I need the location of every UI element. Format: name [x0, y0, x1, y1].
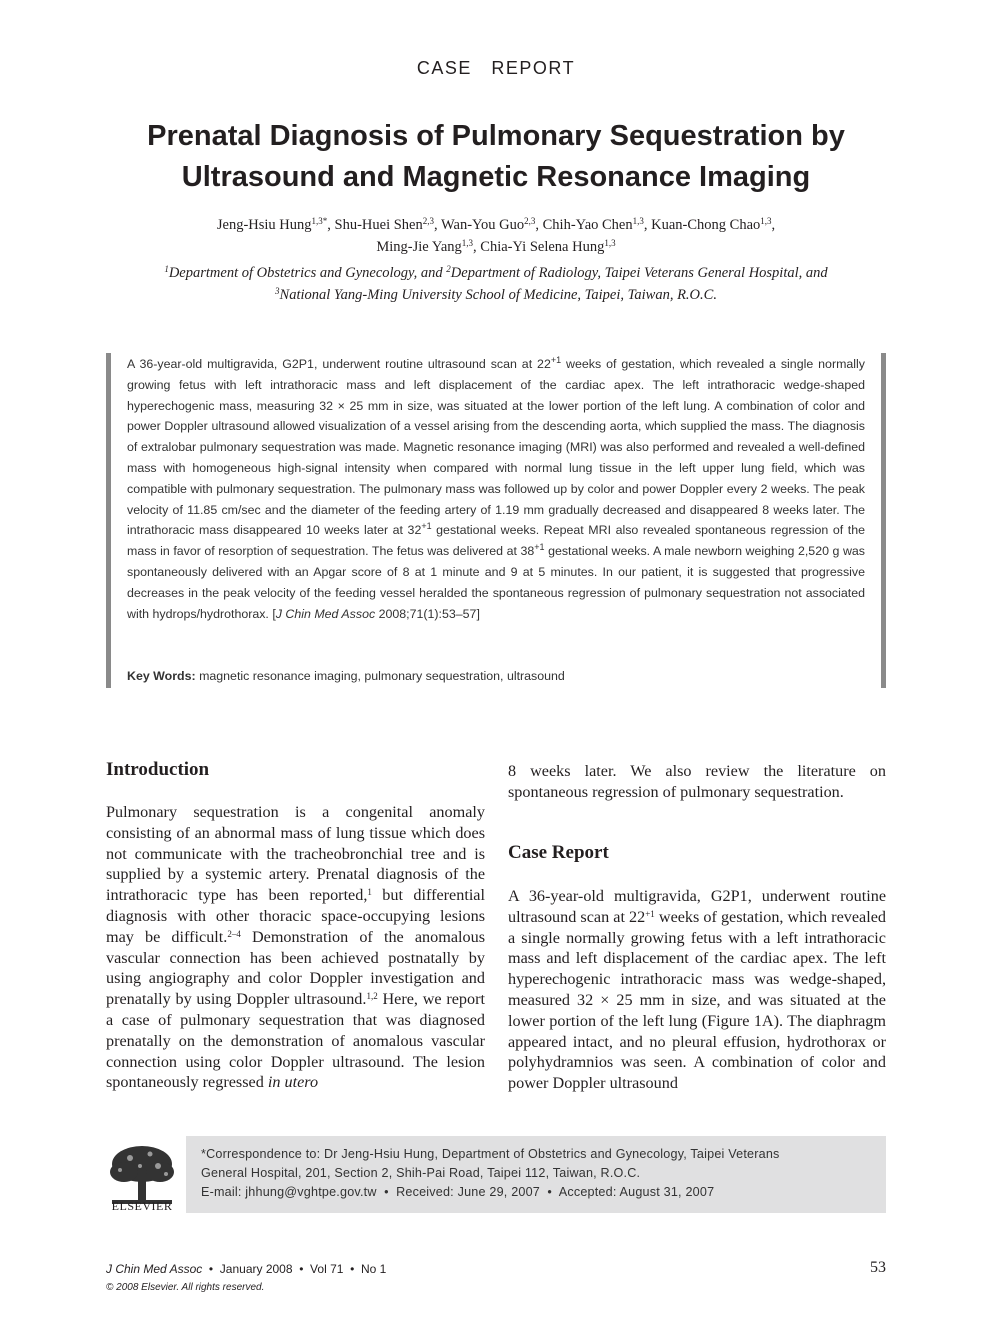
- footer-journal: J Chin Med Assoc: [106, 1262, 203, 1276]
- body-text: Demonstration of the anomalous vascular connection has been achieved postnatally by using angiography and color Doppler investigation and prenatally by using Doppler ultrasound.: [106, 927, 485, 1009]
- affil-text: National Yang-Ming University School of Medicine, Taipei, Taiwan, R.O.C.: [279, 287, 717, 303]
- section-label: CASE REPORT: [416, 58, 576, 78]
- abstract-border-right: [881, 353, 886, 688]
- introduction-body: [106, 802, 485, 1093]
- keywords-label: Key Words:: [127, 669, 196, 683]
- correspondence-line: *Correspondence to: Dr Jeng-Hsiu Hung, Department of Obstetrics and Gynecology, Taipei Veterans: [201, 1147, 780, 1161]
- body-emphasis: in utero: [267, 1073, 319, 1092]
- article-title: [80, 116, 912, 198]
- author-affil-sup: 1,3: [604, 238, 616, 248]
- separator: •: [540, 1185, 559, 1199]
- keywords: [127, 666, 865, 686]
- author-list: Jeng-Hsiu Hung$^{1,3*}$, Shu-Huei Shen$^{2,3}$, Wan-You Guo$^{2,3}$, Chih-Yao Chen$^{1,3}$, Kuan-Chong Chao$^{1,3}$, Ming-Jie Yang$^{1,3}$, Chia-Yi Selena Hung$^{1,3}$: [216, 216, 776, 255]
- abstract-sup: +1: [550, 355, 562, 365]
- abstract-text: A 36-year-old multigravida, G2P1, underwent routine ultrasound scan at 22: [127, 357, 551, 371]
- author-name: Chia-Yi Selena Hung: [480, 239, 605, 255]
- separator: •: [376, 1185, 397, 1199]
- citation: 1: [367, 887, 372, 898]
- keywords-text: magnetic resonance imaging, pulmonary sequestration, ultrasound: [195, 669, 565, 683]
- received-date: Received: June 29, 2007: [396, 1185, 541, 1199]
- footer-issue: • January 2008 • Vol 71 • No 1: [202, 1262, 387, 1276]
- title-line-2: Ultrasound and Magnetic Resonance Imaging: [181, 161, 811, 193]
- abstract-sup: +1: [421, 521, 432, 532]
- body-text: Pulmonary sequestration is a congenital anomaly consisting of an abnormal mass of lung tissue which does not communicate with the tracheobronchial tree and is supplied by a systemic artery. Prenatal diagnosis of the intrathoracic type has been reported,: [106, 803, 485, 905]
- author-affil-sup: 1,3: [760, 216, 772, 226]
- author-name: Wan-You Guo: [440, 217, 525, 233]
- citation: 2–4: [227, 928, 241, 939]
- abstract-journal: J Chin Med Assoc: [275, 606, 376, 621]
- affil-sup: 1: [164, 264, 169, 274]
- body-text: 8 weeks later. We also review the literature on spontaneous regression of pulmonary sequestration.: [508, 762, 886, 801]
- author-name: Jeng-Hsiu Hung: [216, 217, 312, 233]
- author-affil-sup: 2,3: [524, 216, 536, 226]
- author-name: Kuan-Chong Chao: [651, 217, 761, 233]
- affiliations: [100, 262, 892, 306]
- abstract-sup: +1: [534, 542, 545, 553]
- body-text: weeks of gestation, which revealed a single normally growing fetus with a left intrathoracic mass and left displacement of the cardiac apex. The left hyperechogenic intrathoracic mass was wedge-shaped, measured 32 × 25 mm in size, and was situated at the lower portion of the left lung (Figure 1A). The diaphragm appeared intact, and no pleural effusion, hydrothorax or polyhydramnios was seen. A combination of color and power Doppler ultrasound: [508, 907, 886, 1093]
- body-text: Here, we report a case of pulmonary sequestration that was diagnosed prenatally on the demonstration of anomalous vascular connection using color Doppler ultrasound. The lesion spontaneously regressed: [106, 990, 485, 1092]
- abstract-text: gestational weeks. Repeat MRI also revealed spontaneous regression of the mass in favor of resorption of sequestration. The fetus was delivered at 38: [127, 523, 865, 559]
- author-affil-sup: 2,3: [422, 216, 434, 226]
- author-affil-sup: 1,3: [632, 216, 644, 226]
- author-name: Chih-Yao Chen: [542, 217, 633, 233]
- body-text: but differential diagnosis with other thoracic space-occupying lesions may be difficult.: [106, 886, 485, 946]
- title-line-1: Prenatal Diagnosis of Pulmonary Sequestration by: [147, 120, 845, 152]
- correspondence-email: E-mail: jhhung@vghtpe.gov.tw: [201, 1185, 377, 1199]
- affil-text: Department of Obstetrics and Gynecology, and: [168, 265, 447, 281]
- abstract: [127, 354, 865, 624]
- case-report-heading: Case Report: [508, 842, 609, 863]
- journal-footer: [106, 1262, 386, 1276]
- author-affil-sup: 1,3: [461, 238, 474, 248]
- copyright: © 2008 Elsevier. All rights reserved.: [106, 1282, 265, 1293]
- author-name: Shu-Huei Shen: [334, 217, 423, 233]
- body-sup: +1: [645, 908, 655, 919]
- citation: 1,2: [366, 991, 378, 1002]
- author-name: Ming-Jie Yang: [376, 239, 462, 255]
- case-report-body: [508, 886, 886, 1094]
- introduction-heading: Introduction: [106, 759, 210, 780]
- introduction-continued: [508, 761, 886, 803]
- page-number: 53: [870, 1259, 886, 1276]
- abstract-text: 2008;71(1):53–57]: [375, 606, 480, 621]
- affil-text: Department of Radiology, Taipei Veterans General Hospital, and: [450, 265, 828, 281]
- elsevier-wordmark: ELSEVIER: [111, 1199, 173, 1213]
- affil-sup: 3: [275, 286, 280, 296]
- author-affil-sup: 1,3*: [311, 216, 328, 226]
- accepted-date: Accepted: August 31, 2007: [558, 1185, 715, 1199]
- correspondence-line: General Hospital, 201, Section 2, Shih-Pai Road, Taipei 112, Taiwan, R.O.C.: [201, 1166, 641, 1180]
- abstract-border-left: [106, 353, 111, 688]
- affil-sup: 2: [446, 264, 451, 274]
- abstract-text: gestational weeks. A male newborn weighing 2,520 g was spontaneously delivered with an Apgar score of 8 at 1 minute and 9 at 5 minutes. In our patient, it is suggested that progressive decreases in the peak velocity of the feeding vessel heralded the spontaneous regression of pulmonary sequestration not associated with hydrops/hydrothorax. [: [127, 544, 865, 621]
- body-text: A 36-year-old multigravida, G2P1, underwent routine ultrasound scan at 22: [508, 887, 886, 926]
- correspondence: [201, 1145, 881, 1202]
- abstract-text: weeks of gestation, which revealed a single normally growing fetus with left intrathoracic mass and left displacement of the cardiac apex. The left intrathoracic wedge-shaped hyperechogenic mass, measuring 32 × 25 mm in size, was situated at the lower portion of the left lung. A combination of color and power Doppler ultrasound allowed visualization of a vessel arising from the descending aorta, which supplied the mass. The diagnosis of extralobar pulmonary sequestration was made. Magnetic resonance imaging (MRI) was also performed and revealed a well-defined mass with homogeneous high-signal intensity when compared with normal lung tissue in the left upper lung field, which was compatible with pulmonary sequestration. The pulmonary mass was followed up by color and power Doppler every 2 weeks. The peak velocity of 11.85 cm/sec and the diameter of the feeding artery of 1.19 mm gradually decreased and disappeared 8 weeks later. The intrathoracic mass disappeared 10 weeks later at 32: [127, 357, 865, 538]
